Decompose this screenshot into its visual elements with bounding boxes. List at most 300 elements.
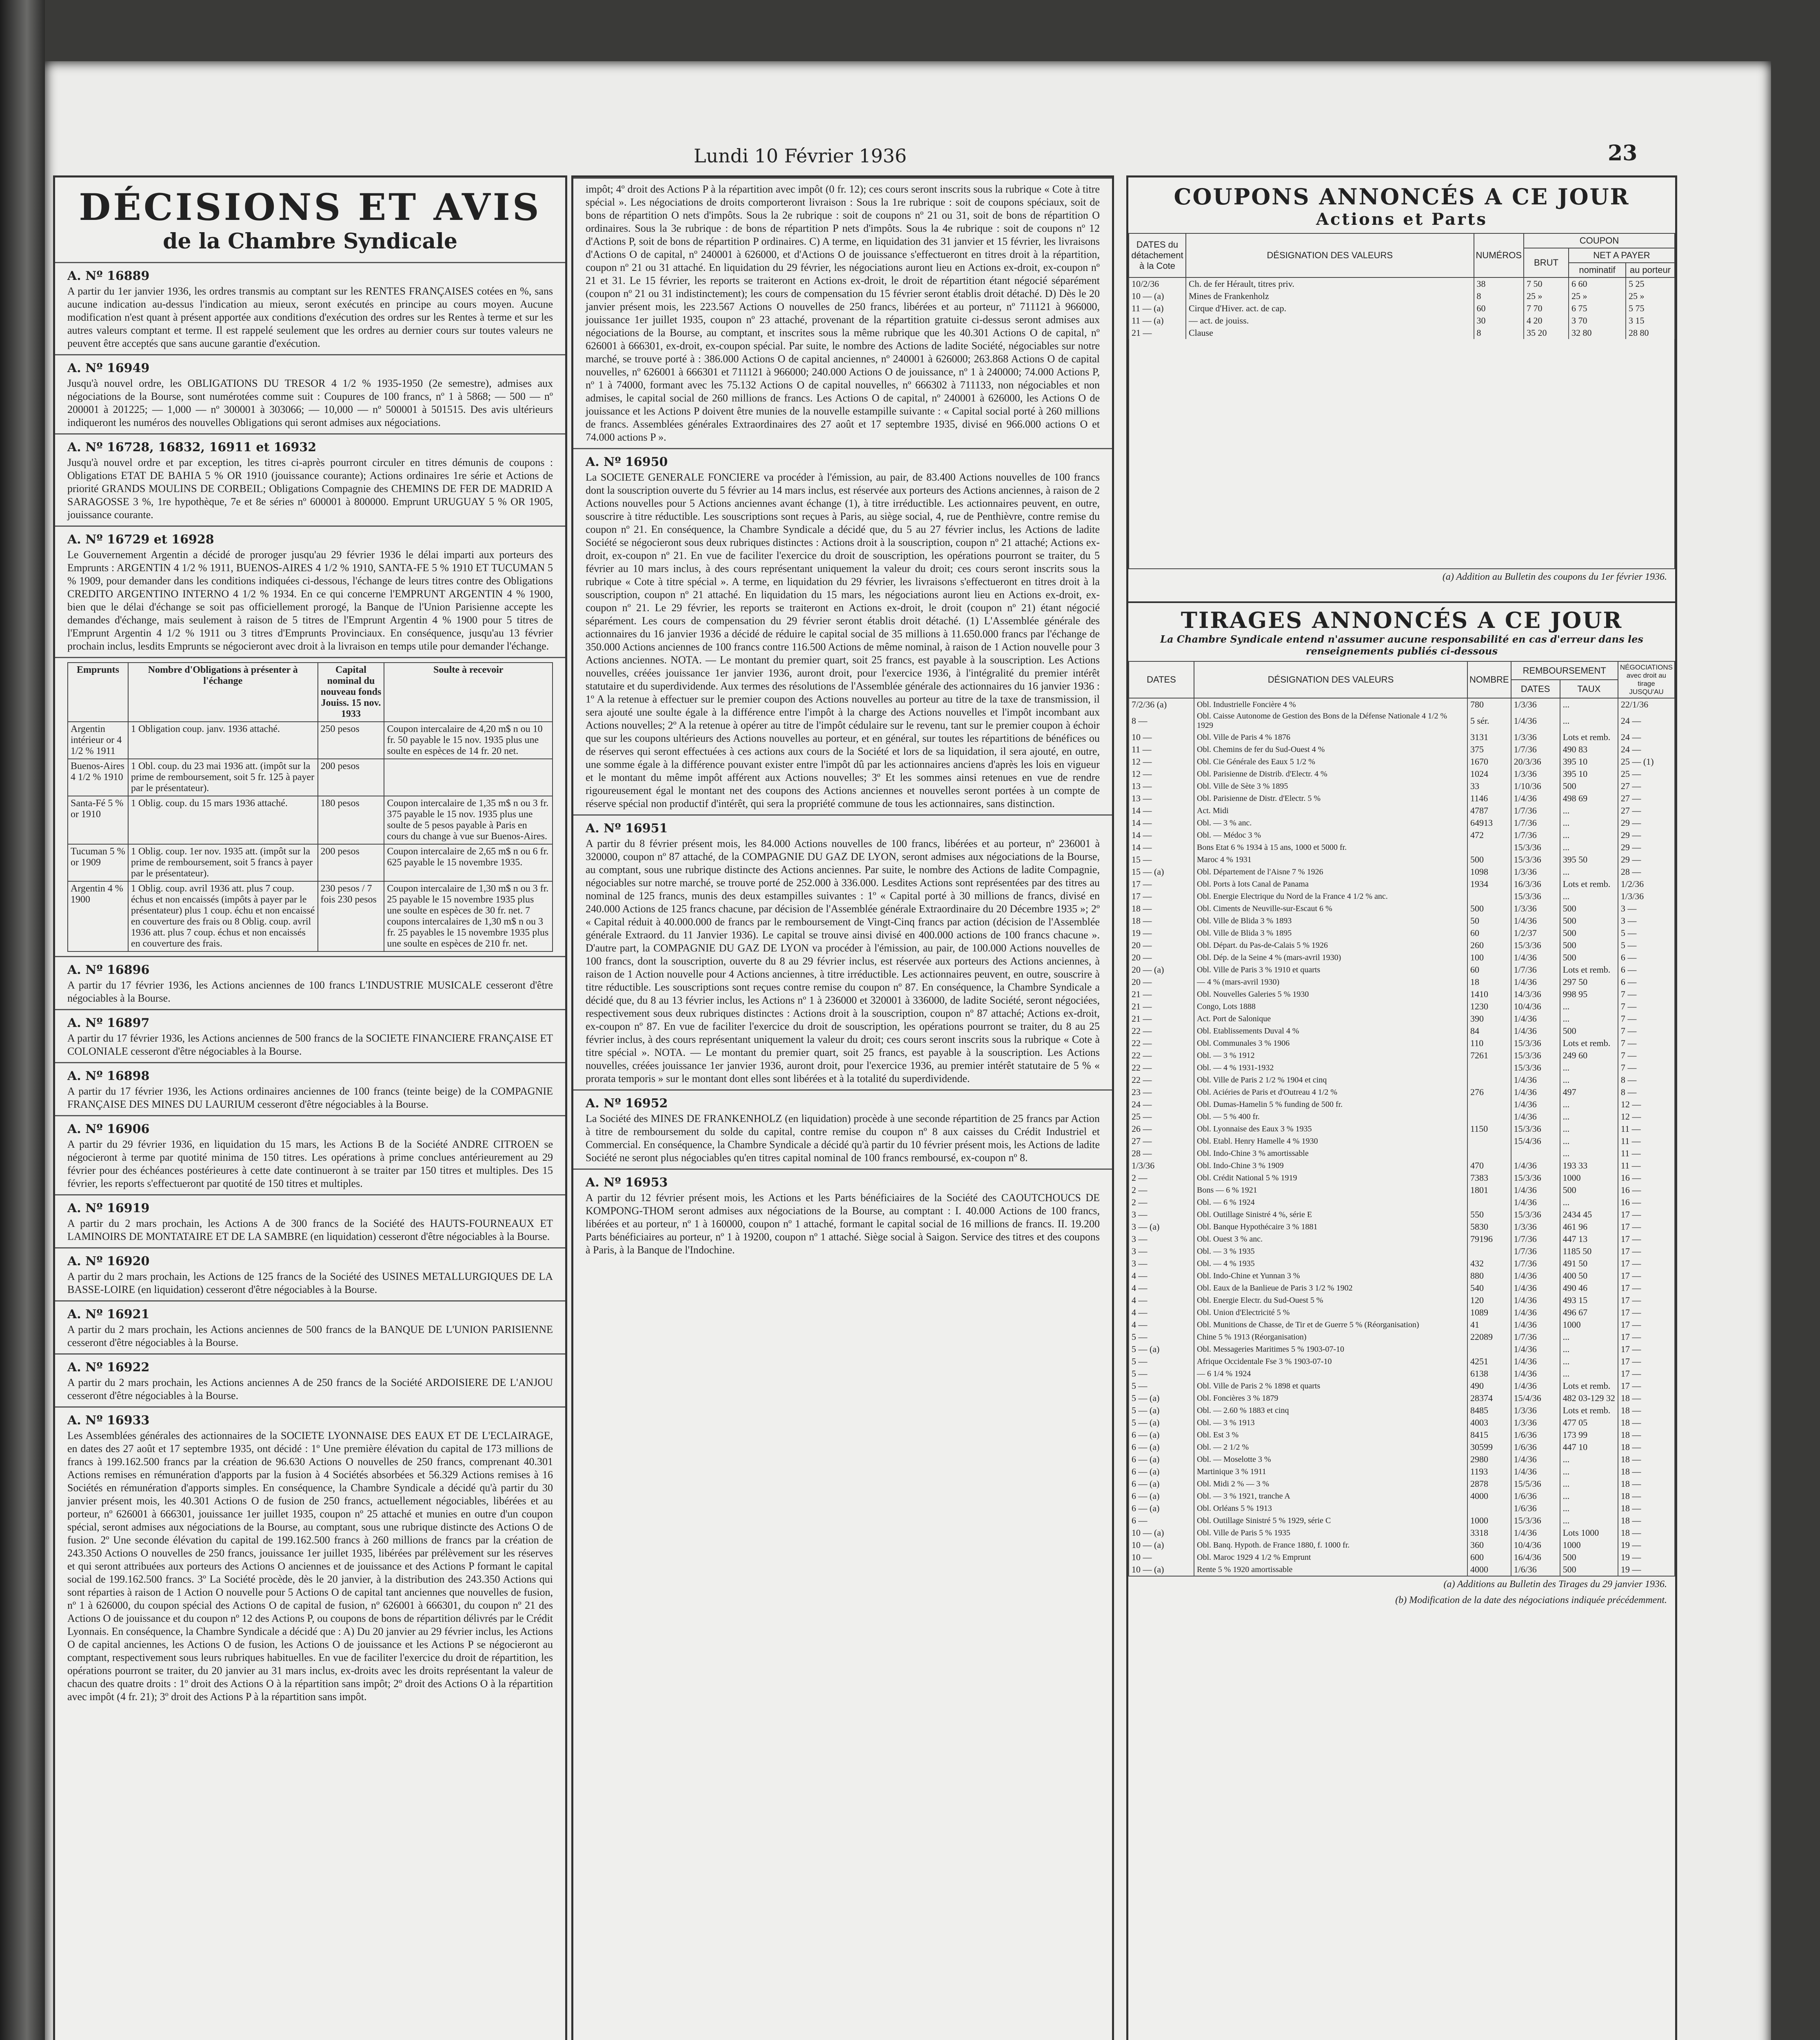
- tirage-cell: 30599: [1467, 1441, 1511, 1453]
- tirage-cell: 1/7/36: [1511, 817, 1560, 829]
- tirage-cell: Obl. — 3 % anc.: [1194, 817, 1467, 829]
- tirage-cell: 395 50: [1560, 854, 1618, 866]
- tirage-cell: 17 —: [1618, 1233, 1675, 1245]
- tirage-cell: 3 —: [1129, 1257, 1194, 1270]
- tirage-cell: 18 —: [1618, 1417, 1675, 1429]
- tirage-cell: 540: [1467, 1282, 1511, 1294]
- exchange-cell: Buenos-Aires 4 1/2 % 1910: [68, 759, 128, 796]
- tirage-cell: Obl. Orléans 5 % 1913: [1194, 1502, 1467, 1514]
- tirage-cell: 500: [1560, 951, 1618, 964]
- tirage-row: [1129, 1233, 1675, 1245]
- tirage-cell: 390: [1467, 1013, 1511, 1025]
- tirage-cell: 3 —: [1129, 1245, 1194, 1257]
- tirage-cell: Obl. Ville de Paris 4 % 1876: [1194, 731, 1467, 743]
- tirage-cell: ...: [1560, 1196, 1618, 1208]
- tirage-cell: 490 83: [1560, 743, 1618, 756]
- tirage-cell: Obl. Ville de Paris 3 % 1910 et quarts: [1194, 964, 1467, 976]
- tirage-cell: 13 —: [1129, 792, 1194, 805]
- tirage-row: [1129, 915, 1675, 927]
- tirage-cell: 1670: [1467, 756, 1511, 768]
- tirage-cell: 1150: [1467, 1123, 1511, 1135]
- tirage-row: [1129, 805, 1675, 817]
- tirage-cell: 22089: [1467, 1331, 1511, 1343]
- notice-text: A partir du 17 février 1936, les Actions ordinaires anciennes de 100 francs (teinte beige) de la COMPAGNIE FRANÇAISE DES MINES DU LAURIUM cesseront d'être négociables à la Bourse.: [67, 1085, 553, 1110]
- tirage-cell: 28374: [1467, 1392, 1511, 1404]
- tirages-title: TIRAGES ANNONCÉS A CE JOUR: [1128, 601, 1675, 633]
- tirage-cell: ...: [1560, 1368, 1618, 1380]
- tirage-cell: 14 —: [1129, 841, 1194, 854]
- coupon-cell: 8: [1474, 290, 1524, 302]
- tirage-cell: 1146: [1467, 792, 1511, 805]
- tirage-cell: 10/4/36: [1511, 1539, 1560, 1551]
- tirage-cell: Obl. Ville de Paris 5 % 1935: [1194, 1527, 1467, 1539]
- tirage-cell: Obl. — 4 % 1931-1932: [1194, 1062, 1467, 1074]
- notice-text: A partir du 2 mars prochain, les Actions A de 300 francs de la Société des HAUTS-FOURNEAUX ET LAMINOIRS DE MONTATAIRE ET DE LA SAMBRE (en liquidation) cesseront d'être négociables à la Bourse.: [67, 1217, 553, 1242]
- exchange-row: [68, 759, 553, 796]
- notice-text: La SOCIETE GENERALE FONCIERE va procéder à l'émission, au pair, de 83.400 Actions nouvelles de 100 francs dont la souscription ouverte du 5 février au 14 mars inclus, est réservée aux porteurs des Actions anciennes, à raison de 2 Actions nouvelles pour 5 Actions anciennes avant échange (1), à titre irréductible. Les actionnaires peuvent, en outre, souscrire à titre réductible. Les souscriptions sont reçues à Paris, au siège social, 4, rue de Penthièvre, contre remise du coupon nº 21. En conséquence, la Chambre Syndicale a décidé que, du 5 au 27 février inclus, les Actions de ladite Société se négocieront sous deux rubriques distinctes : Actions droit à la souscription, coupon nº 21 attaché; Actions ex-droit, ex-coupon nº 21. En vue de faciliter l'exercice du droit de souscription, les opérations pourront se traiter, du 5 février au 10 mars inclus, à des cours représentant uniquement la valeur du droit; ces cours seront inscrits sous la rubrique « Cote à titre spécial ». A terme, en liquidation du 29 février, les livraisons s'effectueront en titres droit à la souscription, coupon nº 21 attaché. En liquidation du 15 mars, les négociations auront lieu en Actions ex-droit, ex-coupon nº 21. Le 29 février, les reports se traiteront en Actions ex-droit, le droit (coupon nº 21) étant négocié séparément. Les cours de compensation du 29 février seront établis droit détaché. (1) L'Assemblée générale des actionnaires du 16 janvier 1936 a décidé de réduire le capital social de 35 millions à 11.650.000 francs par l'échange de 350.000 Actions anciennes de 100 francs contre 116.500 Actions de même nominal, à raison de 1 Action nouvelle pour 3 Actions anciennes. NOTA. — Le montant du premier quart, soit 25 francs, est payable à la souscription. Les Actions nouvelles, créées jouissance 1er janvier 1936, auront droit, pour l'exercice 1936, à l'intégralité du premier intérêt statutaire et du superdividende. Aux termes des résolutions de l'Assemblée générale des actionnaires du 16 janvier 1936 : 1º A la retenue à effectuer sur le premier coupon des Actions nouvelles au porteur au titre de la taxe de transmission, il sera ajouté une soulte égale à la différence entre l'impôt à la charge des Actions nouvelles et l'impôt incombant aux Actions nouvelles; 2º A la retenue à opérer au titre de l'impôt cédulaire sur le revenu, tant sur le premier coupon à échoir que sur les coupons ultérieurs des Actions nouvelles au porteur, et en général, sur toutes les répartitions de bénéfices ou de réserves qui seront effectuées à ces actions aux cours de la Société et lors de sa liquidation, il sera ajouté, en outre, une somme égale à la différence pouvant exister entre l'impôt dû par les actionnaires anciens d'après les lois en vigueur et le montant du même impôt afférent aux Actions nouvelles; 3º Et les sommes ainsi retenues en vue de rendre rigoureusement égal le montant net des coupons des Actions anciennes et nouvelles seront portées à un compte de réserve spécial non productif d'intérêt, qui sera la propriété commune de tous les actionnaires, sans distinction.: [586, 471, 1100, 809]
- tirage-cell: 20 —: [1129, 951, 1194, 964]
- tirage-cell: 6 —: [1618, 951, 1675, 964]
- tirage-cell: 500: [1560, 1551, 1618, 1563]
- tirage-cell: 1/4/36: [1511, 1355, 1560, 1368]
- notice-number: A. Nº 16729 et 16928: [67, 532, 214, 547]
- tirage-cell: Obl. Outillage Sinistré 4 %, série E: [1194, 1208, 1467, 1221]
- tirage-cell: [1467, 1343, 1511, 1355]
- exchange-cell: Coupon intercalaire de 1,30 m$ n ou 3 fr. 25 payable le 15 novembre 1935 plus une soulte en espèces de 30 fr. net. 7 coupons intercalaires de 1,30 m$ n ou 3 fr. 25 payables le 15 novembre 1935 plus une soulte en espèces de 210 fr. net.: [384, 881, 553, 951]
- tirage-cell: 1/4/36: [1511, 1111, 1560, 1123]
- tirage-cell: Obl. Est 3 %: [1194, 1429, 1467, 1441]
- tirage-cell: Lots et remb.: [1560, 1037, 1618, 1049]
- tirage-cell: 10/4/36: [1511, 1000, 1560, 1013]
- notice-section: [573, 177, 1112, 448]
- tirage-cell: 21 —: [1129, 1000, 1194, 1013]
- tirage-cell: 461 96: [1560, 1221, 1618, 1233]
- tirage-cell: Lots et remb.: [1560, 1404, 1618, 1417]
- tirage-cell: 15/3/36: [1511, 1172, 1560, 1184]
- tirage-cell: 1/4/36: [1511, 1343, 1560, 1355]
- tirage-cell: 1/2/37: [1511, 927, 1560, 939]
- tirage-cell: 7383: [1467, 1172, 1511, 1184]
- tirage-cell: 5 —: [1129, 1331, 1194, 1343]
- tirage-cell: Obl. Ville de Paris 2 1/2 % 1904 et cinq: [1194, 1074, 1467, 1086]
- tirage-cell: 6 —: [1618, 976, 1675, 988]
- tirage-row: [1129, 1245, 1675, 1257]
- tirage-cell: 17 —: [1618, 1355, 1675, 1368]
- tirage-cell: 1/6/36: [1511, 1563, 1560, 1576]
- exchange-cell: Argentin 4 % 1900: [68, 881, 128, 951]
- tirages-col-dates: DATES: [1129, 661, 1194, 698]
- tirage-cell: 3 — (a): [1129, 1221, 1194, 1233]
- tirage-cell: 1/4/36: [1511, 1160, 1560, 1172]
- tirage-cell: Obl. Etablissements Duval 4 %: [1194, 1025, 1467, 1037]
- tirage-cell: 500: [1560, 1184, 1618, 1196]
- tirage-cell: 496 67: [1560, 1306, 1618, 1319]
- tirage-cell: 1/3/36: [1511, 731, 1560, 743]
- tirage-cell: 18 —: [1618, 1514, 1675, 1527]
- tirage-cell: 1934: [1467, 878, 1511, 890]
- tirage-row: [1129, 1221, 1675, 1233]
- tirage-row: [1129, 1037, 1675, 1049]
- tirage-cell: 8 —: [1129, 711, 1194, 731]
- tirage-row: [1129, 1514, 1675, 1527]
- tirage-cell: 19 —: [1129, 927, 1194, 939]
- tirage-cell: [1467, 841, 1511, 854]
- tirage-cell: 5830: [1467, 1221, 1511, 1233]
- tirage-row: [1129, 1441, 1675, 1453]
- tirage-cell: 17 —: [1618, 1270, 1675, 1282]
- tirage-cell: ...: [1560, 1147, 1618, 1160]
- tirage-cell: Congo, Lots 1888: [1194, 1000, 1467, 1013]
- exchange-table-section: [55, 657, 565, 956]
- tirage-cell: ...: [1560, 1013, 1618, 1025]
- tirage-row: [1129, 1208, 1675, 1221]
- coupon-cell: Cirque d'Hiver. act. de cap.: [1186, 302, 1474, 315]
- tirage-cell: Obl. Messageries Maritimes 5 % 1903-07-10: [1194, 1343, 1467, 1355]
- notice-text: A partir du 1er janvier 1936, les ordres transmis au comptant sur les RENTES FRANÇAISES cotées en %, sans aucune indication au-dessus l'indication au mieux, seront exécutés en principe au cours moyen. Aucune modification n'est quant à présent apportée aux conditions d'exécution des ordres sur les Rentes à terme et sur les autres valeurs comptant et terme. Il est rappelé seulement que les ordres au dernier cours sur toutes valeurs ne peuvent être acceptés que sans aucune garantie d'exécution.: [67, 285, 553, 349]
- tirage-cell: 22 —: [1129, 1025, 1194, 1037]
- tirage-cell: 60: [1467, 927, 1511, 939]
- tirage-cell: 1/3/36: [1129, 1160, 1194, 1172]
- tirage-row: [1129, 1098, 1675, 1111]
- coupon-cell: 5 25: [1626, 277, 1675, 290]
- notice-section: [55, 1247, 565, 1300]
- tirage-cell: 7 —: [1618, 1062, 1675, 1074]
- exchange-cell: 200 pesos: [318, 759, 384, 796]
- exchange-cell: Argentin intérieur or 4 1/2 % 1911: [68, 722, 128, 759]
- tirage-cell: 3 —: [1129, 1233, 1194, 1245]
- tirage-cell: 1/10/36: [1511, 780, 1560, 792]
- tirage-cell: 19 —: [1618, 1563, 1675, 1576]
- coupon-row: [1129, 290, 1675, 302]
- tirage-cell: 2434 45: [1560, 1208, 1618, 1221]
- tirage-cell: 500: [1560, 1563, 1618, 1576]
- tirage-cell: [1467, 1098, 1511, 1111]
- notice-number: A. Nº 16922: [67, 1360, 150, 1375]
- tirage-cell: Rente 5 % 1920 amortissable: [1194, 1563, 1467, 1576]
- tirage-cell: 15 — (a): [1129, 866, 1194, 878]
- tirage-cell: Lots 1000: [1560, 1527, 1618, 1539]
- tirage-row: [1129, 1343, 1675, 1355]
- tirage-cell: Bons Etat 6 % 1934 à 15 ans, 1000 et 5000 fr.: [1194, 841, 1467, 854]
- coupon-row: [1129, 315, 1675, 327]
- tirage-cell: 1/4/36: [1511, 1270, 1560, 1282]
- tirage-cell: 29 —: [1618, 817, 1675, 829]
- coupon-cell: Ch. de fer Hérault, titres priv.: [1186, 277, 1474, 290]
- tirage-cell: Lots et remb.: [1560, 964, 1618, 976]
- tirage-cell: 2 —: [1129, 1172, 1194, 1184]
- tirage-cell: 5 — (a): [1129, 1404, 1194, 1417]
- tirage-cell: 17 —: [1618, 1282, 1675, 1294]
- tirage-cell: 1/6/36: [1511, 1490, 1560, 1502]
- tirage-cell: Obl. Etabl. Henry Hamelle 4 % 1930: [1194, 1135, 1467, 1147]
- tirage-cell: 11 —: [1618, 1147, 1675, 1160]
- notice-section: [55, 1300, 565, 1353]
- tirage-cell: 1/4/36: [1511, 1196, 1560, 1208]
- tirage-cell: 12 —: [1618, 1111, 1675, 1123]
- tirage-cell: 1410: [1467, 988, 1511, 1000]
- exchange-header-cell: Capital nominal du nouveau fonds Jouiss. 15 nov. 1933: [318, 663, 384, 722]
- tirage-cell: 7 —: [1618, 1049, 1675, 1062]
- tirage-cell: 1801: [1467, 1184, 1511, 1196]
- tirage-cell: 1/4/36: [1511, 1086, 1560, 1098]
- tirage-cell: 10 —: [1129, 1551, 1194, 1563]
- coupon-cell: — act. de jouiss.: [1186, 315, 1474, 327]
- coupons-col-nominatif: nominatif: [1569, 263, 1626, 277]
- tirage-cell: [1467, 1147, 1511, 1160]
- tirage-cell: ...: [1560, 1074, 1618, 1086]
- exchange-row: [68, 844, 553, 881]
- tirage-cell: 6 — (a): [1129, 1466, 1194, 1478]
- tirage-cell: Obl. Caisse Autonome de Gestion des Bons de la Défense Nationale 4 1/2 % 1929: [1194, 711, 1467, 731]
- tirage-cell: Obl. — 4 % 1935: [1194, 1257, 1467, 1270]
- tirage-cell: 11 —: [1618, 1135, 1675, 1147]
- exchange-cell: Coupon intercalaire de 4,20 m$ n ou 10 fr. 50 payable le 15 nov. 1935 plus une soulte en espèces de 14 fr. 20 net.: [384, 722, 553, 759]
- tirage-cell: 3318: [1467, 1527, 1511, 1539]
- tirage-cell: 17 —: [1618, 1294, 1675, 1306]
- tirage-cell: 193 33: [1560, 1160, 1618, 1172]
- tirage-cell: 1/3/36: [1511, 1417, 1560, 1429]
- tirage-cell: 500: [1560, 902, 1618, 915]
- tirage-row: [1129, 1062, 1675, 1074]
- tirage-cell: 7 —: [1618, 1013, 1675, 1025]
- tirage-row: [1129, 829, 1675, 841]
- coupon-row: [1129, 302, 1675, 315]
- tirage-cell: 1/4/36: [1511, 1466, 1560, 1478]
- tirage-cell: 1/4/36: [1511, 1527, 1560, 1539]
- tirage-cell: 18 —: [1618, 1429, 1675, 1441]
- coupon-cell: 10 — (a): [1129, 290, 1186, 302]
- tirage-cell: — 4 % (mars-avril 1930): [1194, 976, 1467, 988]
- tirage-cell: 17 —: [1129, 878, 1194, 890]
- notice-section: [55, 262, 565, 354]
- tirage-cell: Lots et remb.: [1560, 1380, 1618, 1392]
- tirage-row: [1129, 1282, 1675, 1294]
- tirage-cell: 14 —: [1129, 817, 1194, 829]
- tirage-cell: ...: [1560, 698, 1618, 711]
- tirage-cell: 5 —: [1618, 927, 1675, 939]
- tirage-cell: 1/2/36: [1618, 878, 1675, 890]
- tirage-cell: Obl. Banq. Hypoth. de France 1880, f. 1000 fr.: [1194, 1539, 1467, 1551]
- tirage-cell: 7 —: [1618, 988, 1675, 1000]
- coupons-table-header: [1129, 233, 1675, 248]
- notice-text: A partir du 2 mars prochain, les Actions anciennes de 500 francs de la BANQUE DE L'UNION PARISIENNE cesseront d'être négociables à la Bourse.: [67, 1324, 553, 1348]
- tirage-cell: 500: [1560, 1025, 1618, 1037]
- tirage-cell: 1/3/36: [1511, 866, 1560, 878]
- notice-number: A. Nº 16896: [67, 963, 150, 977]
- coupon-cell: 6 60: [1569, 277, 1626, 290]
- tirage-cell: 4003: [1467, 1417, 1511, 1429]
- tirage-cell: 1/4/36: [1511, 1368, 1560, 1380]
- notice-section: [573, 814, 1112, 1089]
- tirage-row: [1129, 1147, 1675, 1160]
- tirage-cell: 500: [1560, 915, 1618, 927]
- tirage-cell: 1/7/36: [1511, 964, 1560, 976]
- coupon-cell: 5 75: [1626, 302, 1675, 315]
- tirage-cell: 17 —: [1618, 1306, 1675, 1319]
- decisions-continued-list: [573, 177, 1112, 1261]
- tirage-cell: 15/3/36: [1511, 854, 1560, 866]
- tirage-cell: 8 —: [1618, 1074, 1675, 1086]
- tirage-cell: 25 —: [1129, 1111, 1194, 1123]
- notice-number: A. Nº 16897: [67, 1016, 150, 1030]
- tirage-cell: Obl. — Moselotte 3 %: [1194, 1453, 1467, 1466]
- exchange-table-body: [68, 722, 553, 951]
- tirage-cell: 1/4/36: [1511, 792, 1560, 805]
- tirage-cell: ...: [1560, 1123, 1618, 1135]
- decisions-continued-column: [571, 175, 1114, 2040]
- tirage-cell: 23 —: [1129, 1086, 1194, 1098]
- tirage-cell: 1/4/36: [1511, 976, 1560, 988]
- tirage-cell: Obl. — 2.60 % 1883 et cinq: [1194, 1404, 1467, 1417]
- tirage-cell: 432: [1467, 1257, 1511, 1270]
- tirage-cell: ...: [1560, 1514, 1618, 1527]
- coupon-cell: 25 »: [1569, 290, 1626, 302]
- tirage-cell: Obl. Union d'Electricité 5 %: [1194, 1306, 1467, 1319]
- tirage-cell: 17 —: [1618, 1368, 1675, 1380]
- tirage-cell: Obl. — Médoc 3 %: [1194, 829, 1467, 841]
- tirage-row: [1129, 1478, 1675, 1490]
- notice-section: [55, 1062, 565, 1115]
- notice-section: [55, 1406, 565, 1707]
- tirage-cell: 493 15: [1560, 1294, 1618, 1306]
- tirage-cell: 29 —: [1618, 829, 1675, 841]
- tirage-cell: 5 — (a): [1129, 1343, 1194, 1355]
- tirage-cell: [1467, 1196, 1511, 1208]
- tirage-cell: ...: [1560, 866, 1618, 878]
- tirage-cell: 1/4/36: [1511, 915, 1560, 927]
- tirage-row: [1129, 988, 1675, 1000]
- tirage-row: [1129, 1294, 1675, 1306]
- tirage-cell: 1/3/36: [1511, 1221, 1560, 1233]
- coupons-col-coupon: COUPON: [1524, 233, 1675, 248]
- coupon-row: [1129, 327, 1675, 339]
- tirage-cell: 14 —: [1129, 829, 1194, 841]
- tirage-cell: 18 —: [1618, 1478, 1675, 1490]
- tirage-cell: 1/7/36: [1511, 1331, 1560, 1343]
- tirage-cell: 50: [1467, 915, 1511, 927]
- tirage-cell: 491 50: [1560, 1257, 1618, 1270]
- tirage-cell: 25 —: [1618, 768, 1675, 780]
- tirage-cell: 15/3/36: [1511, 1514, 1560, 1527]
- tirage-cell: 260: [1467, 939, 1511, 951]
- tirages-col-designation: DÉSIGNATION DES VALEURS: [1194, 661, 1467, 698]
- tirage-cell: 470: [1467, 1160, 1511, 1172]
- tirage-cell: 18 —: [1618, 1502, 1675, 1514]
- tirage-cell: 18 —: [1129, 915, 1194, 927]
- exchange-cell: 250 pesos: [318, 722, 384, 759]
- coupons-col-dates: DATES du détachement à la Cote: [1129, 233, 1186, 277]
- coupon-row: [1129, 277, 1675, 290]
- tirage-cell: 1/3/36: [1511, 698, 1560, 711]
- exchange-cell: 180 pesos: [318, 796, 384, 844]
- tirage-cell: 12 —: [1618, 1098, 1675, 1111]
- tirage-row: [1129, 1196, 1675, 1208]
- tirage-cell: [1467, 1074, 1511, 1086]
- notice-text: La Société des MINES DE FRANKENHOLZ (en liquidation) procède à une seconde répartition de 25 francs par Action à titre de remboursement du solde du capital, contre remise du coupon nº 8 aux caisses du Crédit Industriel et Commercial. En conséquence, la Chambre Syndicale a décidé qu'à partir du 10 février présent mois, les Actions de ladite Société ne seront plus négociables qu'en titres capital nominal de 100 francs remboursé, ex-coupon nº 8.: [586, 1113, 1100, 1164]
- tirage-cell: 26 —: [1129, 1123, 1194, 1135]
- tirage-cell: [1467, 1135, 1511, 1147]
- notice-number: A. Nº 16906: [67, 1122, 150, 1136]
- tirage-cell: 550: [1467, 1208, 1511, 1221]
- tirage-cell: 297 50: [1560, 976, 1618, 988]
- tirage-cell: 498 69: [1560, 792, 1618, 805]
- tirage-cell: Obl. — 3 % 1913: [1194, 1417, 1467, 1429]
- tirage-cell: 18 —: [1129, 902, 1194, 915]
- tirage-cell: ...: [1560, 1000, 1618, 1013]
- tirage-cell: 15/5/36: [1511, 1478, 1560, 1490]
- coupon-cell: 8: [1474, 327, 1524, 339]
- notice-section: [55, 956, 565, 1009]
- tirage-row: [1129, 698, 1675, 711]
- tirage-row: [1129, 1000, 1675, 1013]
- tirage-cell: 27 —: [1618, 805, 1675, 817]
- coupon-cell: 21 —: [1129, 327, 1186, 339]
- tirage-cell: ...: [1560, 1062, 1618, 1074]
- tirage-cell: 1/6/36: [1511, 1502, 1560, 1514]
- tirage-cell: Obl. Aciéries de Paris et d'Outreau 4 1/2 %: [1194, 1086, 1467, 1098]
- tirage-row: [1129, 1331, 1675, 1343]
- tirage-cell: 1/4/36: [1511, 1098, 1560, 1111]
- tirage-row: [1129, 1466, 1675, 1478]
- coupon-cell: 38: [1474, 277, 1524, 290]
- tirage-cell: ...: [1560, 1478, 1618, 1490]
- notice-section: [55, 1115, 565, 1194]
- tirage-cell: 375: [1467, 743, 1511, 756]
- exchange-row: [68, 881, 553, 951]
- tirage-row: [1129, 1160, 1675, 1172]
- notice-number: A. Nº 16933: [67, 1413, 150, 1428]
- coupon-cell: 6 75: [1569, 302, 1626, 315]
- tirage-cell: 10 — (a): [1129, 1539, 1194, 1551]
- coupon-cell: 60: [1474, 302, 1524, 315]
- tirage-cell: ...: [1560, 1355, 1618, 1368]
- tirage-cell: 28 —: [1129, 1147, 1194, 1160]
- tirage-cell: 1000: [1467, 1514, 1511, 1527]
- tirages-col-remb: REMBOURSEMENT: [1511, 661, 1618, 680]
- tirage-cell: Obl. Energie Electrique du Nord de la France 4 1/2 % anc.: [1194, 890, 1467, 902]
- tirage-cell: 4 —: [1129, 1282, 1194, 1294]
- tirage-cell: 447 13: [1560, 1233, 1618, 1245]
- tirage-cell: 64913: [1467, 817, 1511, 829]
- tirage-cell: 17 —: [1618, 1208, 1675, 1221]
- tirage-cell: ...: [1560, 1490, 1618, 1502]
- tirage-cell: 2 —: [1129, 1184, 1194, 1196]
- tirages-table-header: [1129, 661, 1675, 680]
- coupons-title: COUPONS ANNONCÉS A CE JOUR: [1174, 184, 1630, 210]
- tirage-cell: 17 —: [1618, 1221, 1675, 1233]
- tirage-cell: 15/3/36: [1511, 1208, 1560, 1221]
- tirages-col-nombre: NOMBRE: [1467, 661, 1511, 698]
- tirage-cell: 20 — (a): [1129, 964, 1194, 976]
- tirage-cell: 17 —: [1618, 1380, 1675, 1392]
- coupon-cell: 35 20: [1524, 327, 1569, 339]
- tirage-cell: Obl. Départ. du Pas-de-Calais 5 % 1926: [1194, 939, 1467, 951]
- tirage-cell: 500: [1560, 780, 1618, 792]
- tirage-cell: 6 — (a): [1129, 1429, 1194, 1441]
- exchange-row: [68, 796, 553, 844]
- tirage-cell: 1/4/36: [1511, 1294, 1560, 1306]
- exchange-header-cell: Emprunts: [68, 663, 128, 722]
- tirage-cell: 8415: [1467, 1429, 1511, 1441]
- tirage-cell: 780: [1467, 698, 1511, 711]
- tirage-row: [1129, 1049, 1675, 1062]
- tirage-cell: 1/4/36: [1511, 951, 1560, 964]
- tirage-cell: 3 —: [1129, 1208, 1194, 1221]
- notice-section: [573, 1169, 1112, 1261]
- tirage-cell: 173 99: [1560, 1429, 1618, 1441]
- tirage-cell: 22 —: [1129, 1074, 1194, 1086]
- tirage-cell: 10 — (a): [1129, 1527, 1194, 1539]
